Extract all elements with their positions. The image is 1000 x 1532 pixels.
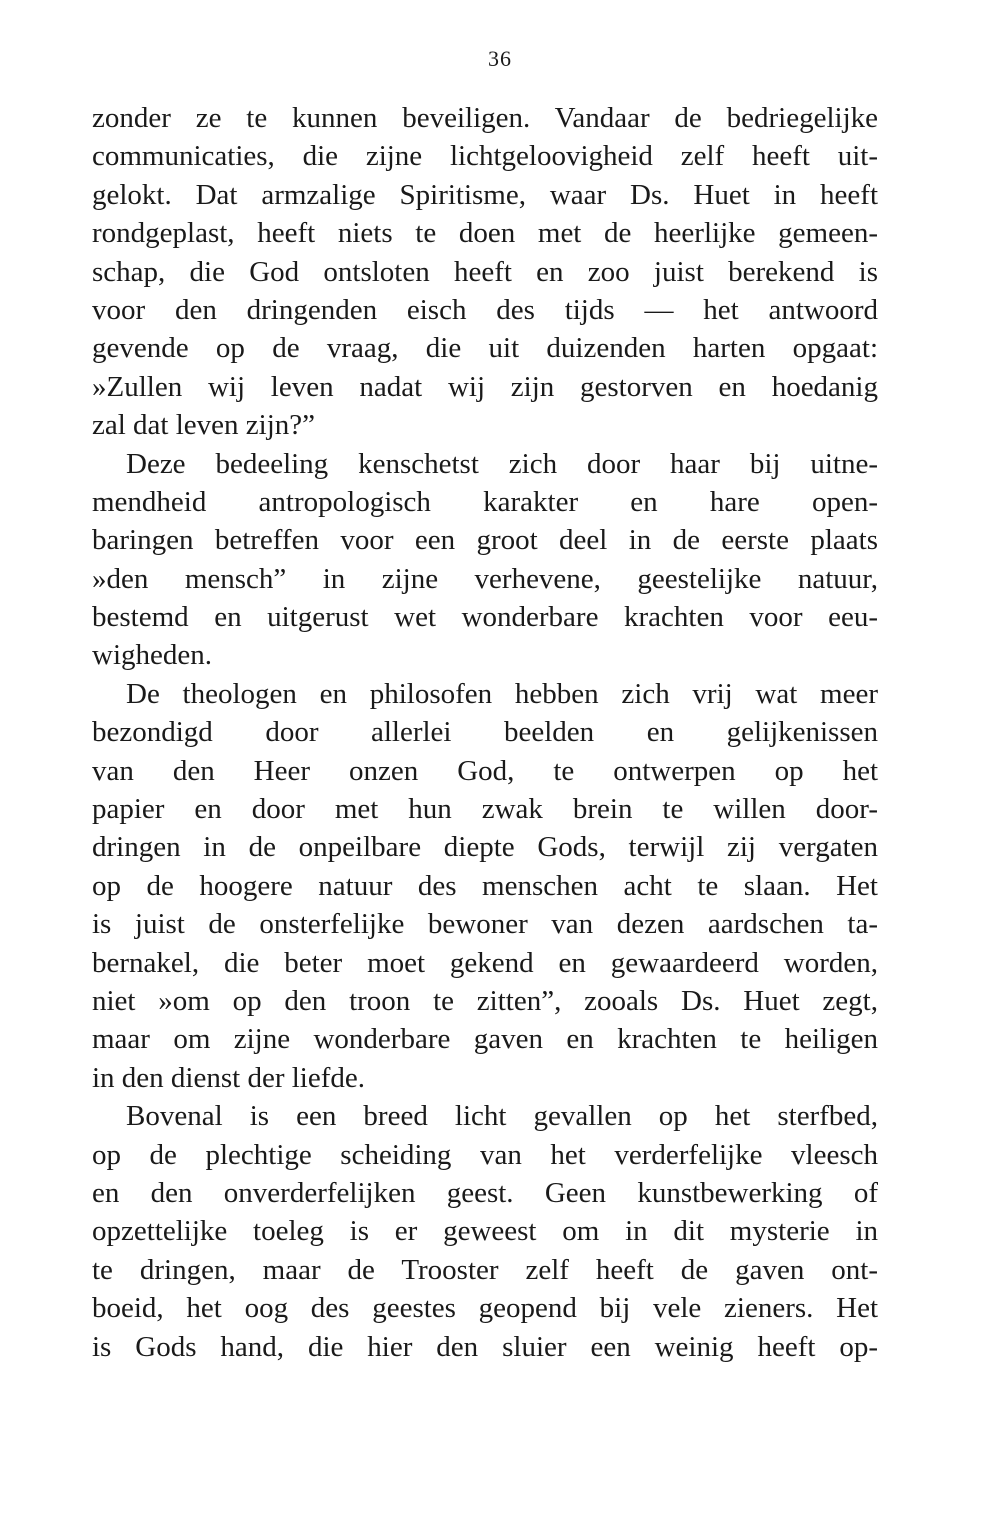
text-line: is juist de onsterfelijke bewoner van dezen aardschen ta-: [92, 908, 878, 941]
text-line: bernakel, die beter moet gekend en gewaardeerd worden,: [92, 946, 878, 979]
text-line: niet »om op den troon te zitten”, zooals Ds. Huet zegt,: [92, 984, 878, 1017]
text-line: boeid, het oog des geestes geopend bij vele zieners. Het: [92, 1292, 878, 1325]
text-line: opzettelijke toeleg is er geweest om in dit mysterie in: [92, 1215, 878, 1248]
text-line: op de plechtige scheiding van het verderfelijke vleesch: [92, 1138, 878, 1171]
text-line: bezondigd door allerlei beelden en gelijkenissen: [92, 716, 878, 749]
text-line: bestemd en uitgerust wet wonderbare krachten voor eeu-: [92, 601, 878, 634]
text-line: Bovenal is een breed licht gevallen op het sterfbed,: [126, 1100, 878, 1133]
text-line: en den onverderfelijken geest. Geen kunstbewerking of: [92, 1176, 878, 1209]
text-line: Deze bedeeling kenschetst zich door haar bij uitne-: [126, 447, 878, 480]
page-number: 36: [488, 46, 512, 71]
text-line: zonder ze te kunnen beveiligen. Vandaar de bedriegelijke: [92, 102, 878, 134]
text-line: rondgeplast, heeft niets te doen met de heerlijke gemeen-: [92, 217, 878, 250]
text-line: maar om zijne wonderbare gaven en krachten te heiligen: [92, 1023, 878, 1056]
body-text: [92, 99, 878, 1366]
text-line: wigheden.: [92, 639, 212, 672]
text-line: »den mensch” in zijne verhevene, geestelijke natuur,: [92, 562, 878, 595]
text-line: op de hoogere natuur des menschen acht te slaan. Het: [92, 869, 878, 902]
text-line: schap, die God ontsloten heeft en zoo juist berekend is: [92, 255, 878, 288]
text-line: is Gods hand, die hier den sluier een weinig heeft op-: [92, 1330, 878, 1363]
text-line: te dringen, maar de Trooster zelf heeft de gaven ont-: [92, 1253, 878, 1286]
text-line: mendheid antropologisch karakter en hare open-: [92, 485, 878, 518]
text-line: »Zullen wij leven nadat wij zijn gestorven en hoedanig: [92, 370, 878, 403]
text-line: communicaties, die zijne lichtgeloovigheid zelf heeft uit-: [92, 140, 878, 173]
text-line: gevende op de vraag, die uit duizenden harten opgaat:: [92, 332, 878, 365]
text-line: dringen in de onpeilbare diepte Gods, terwijl zij vergaten: [92, 831, 878, 864]
text-line: in den dienst der liefde.: [92, 1061, 365, 1094]
text-line: papier en door met hun zwak brein te willen door-: [92, 793, 878, 826]
text-line: baringen betreffen voor een groot deel in de eerste plaats: [92, 524, 878, 557]
text-line: zal dat leven zijn?”: [92, 409, 316, 442]
text-line: gelokt. Dat armzalige Spiritisme, waar Ds. Huet in heeft: [92, 178, 878, 211]
text-line: De theologen en philosofen hebben zich vrij wat meer: [126, 677, 878, 710]
text-line: voor den dringenden eisch des tijds — het antwoord: [92, 293, 878, 326]
text-line: van den Heer onzen God, te ontwerpen op het: [92, 754, 878, 787]
